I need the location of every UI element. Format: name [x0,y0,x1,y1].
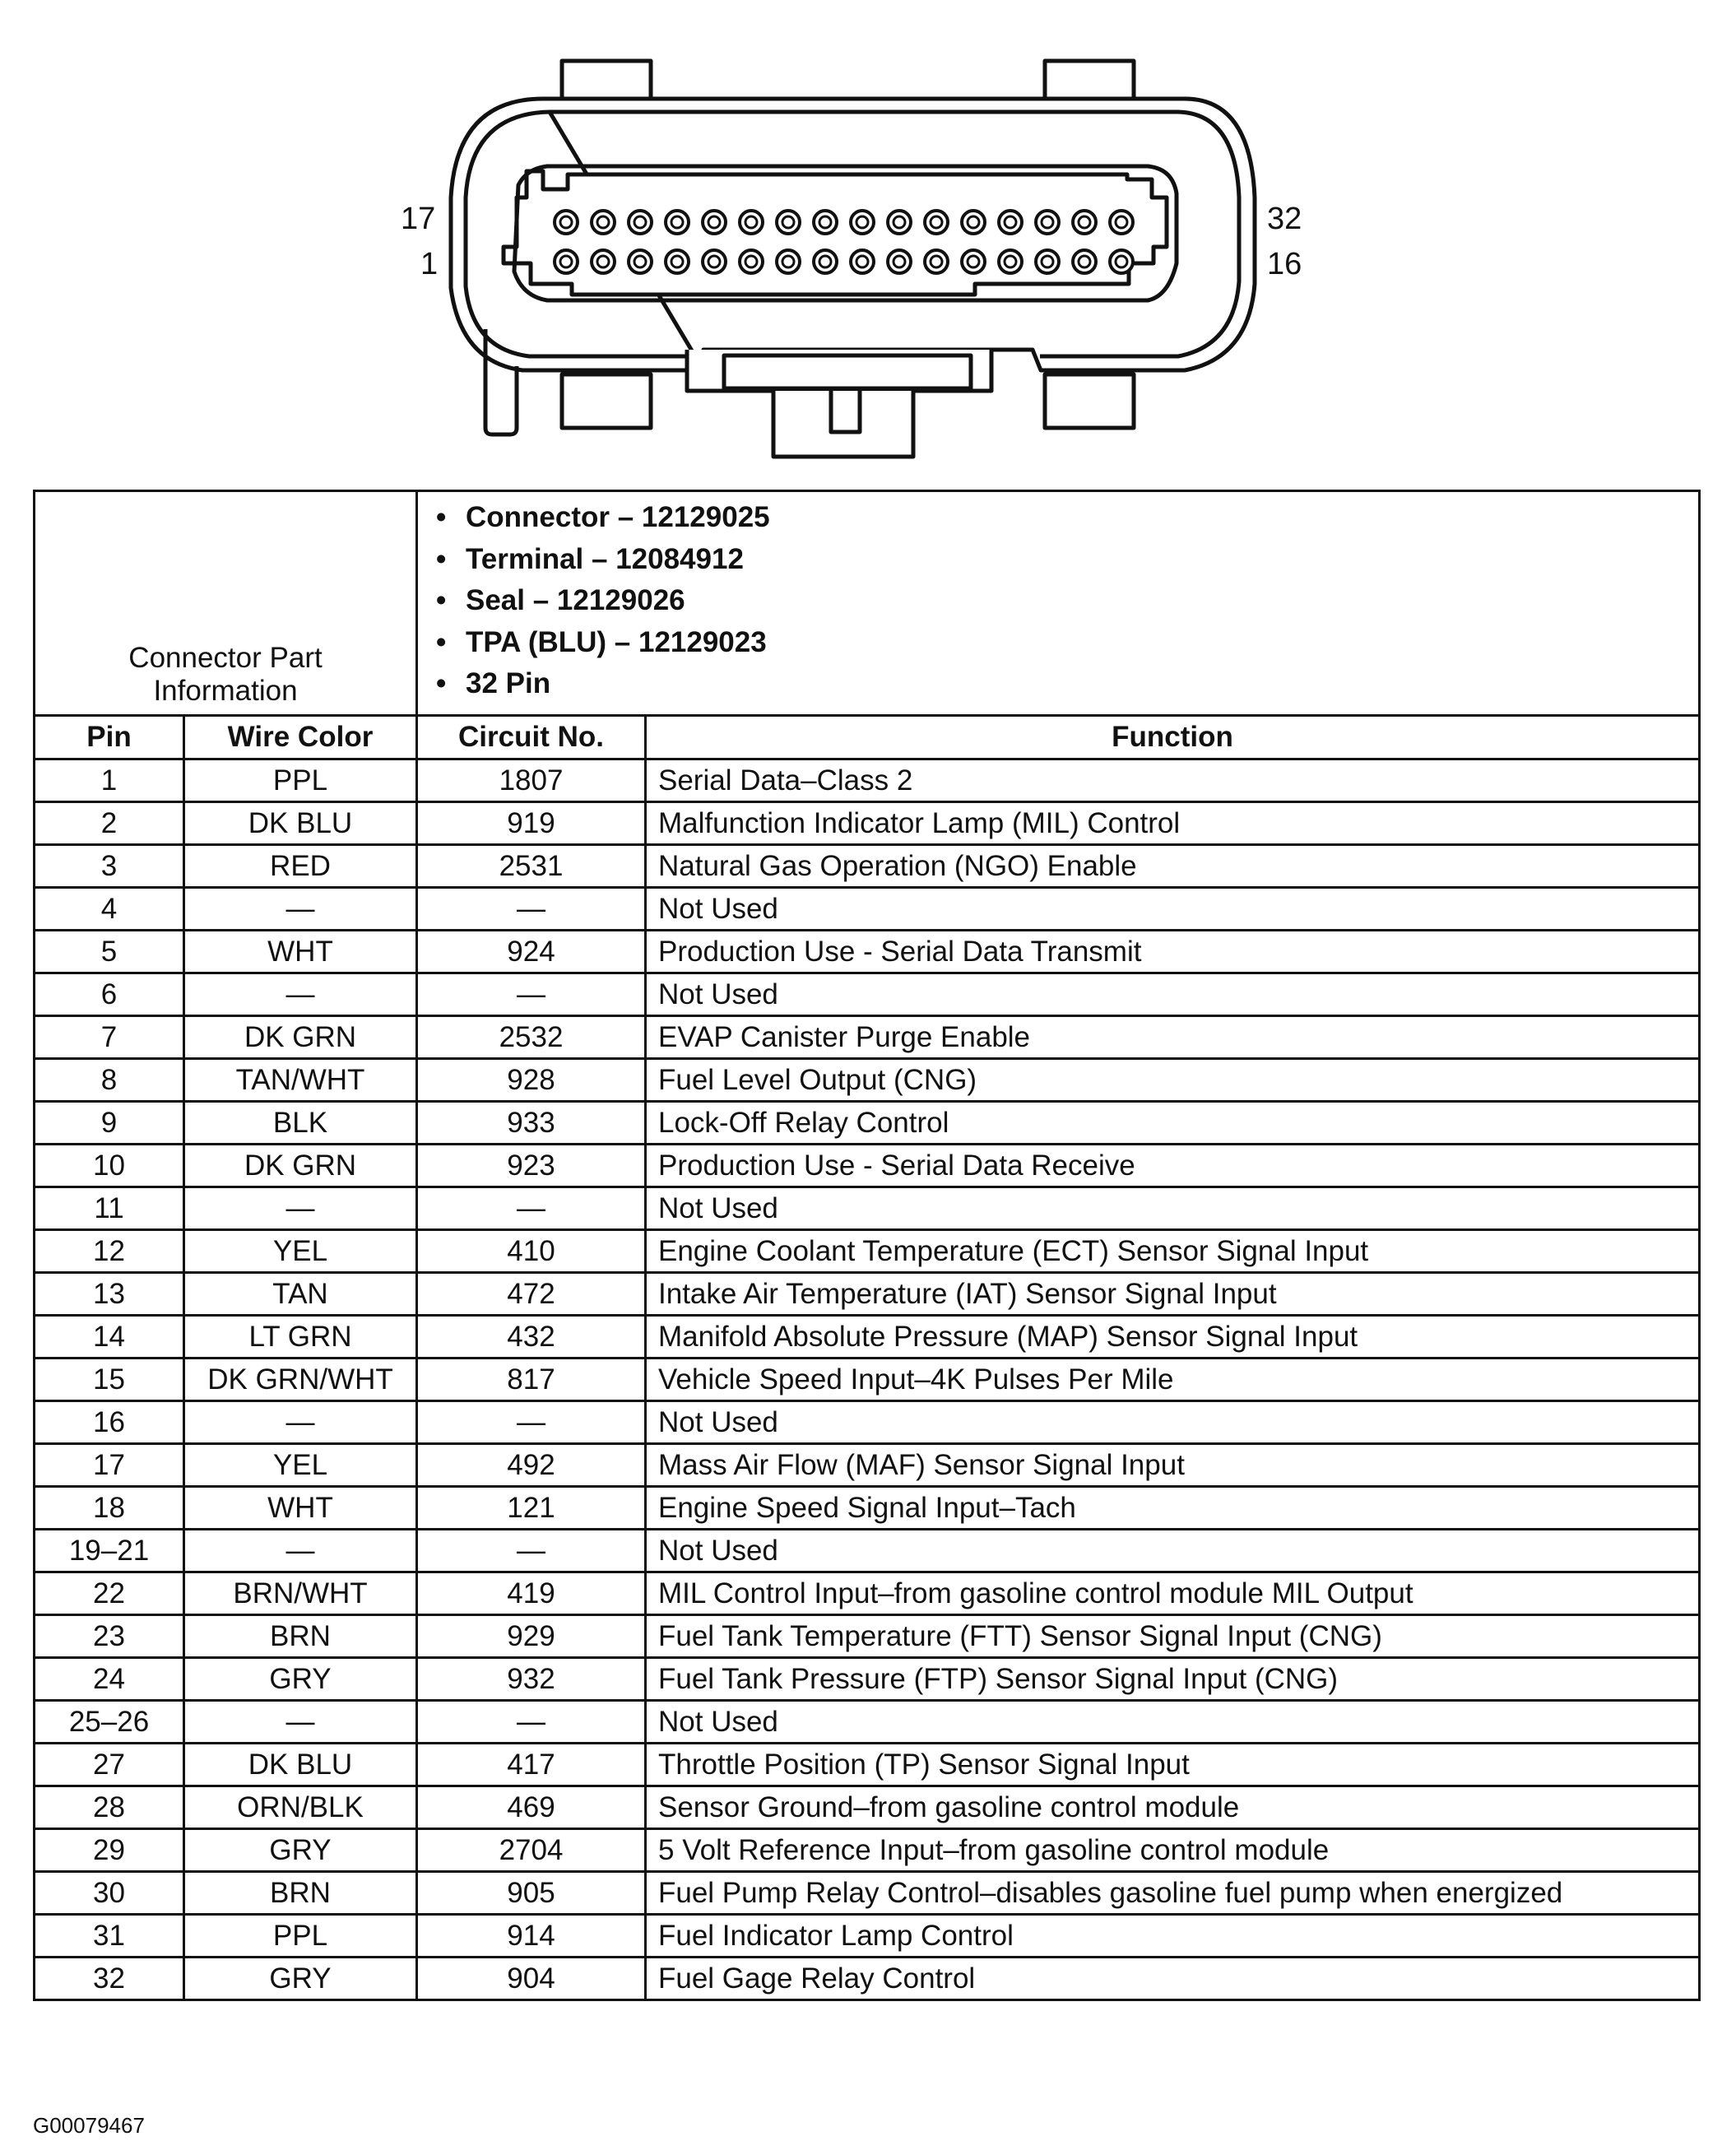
cell-pin: 14 [35,1316,184,1358]
cell-pin: 4 [35,888,184,931]
cell-pin: 16 [35,1401,184,1444]
cell-function: Not Used [646,1187,1700,1230]
cell-wire-color: DK BLU [184,1744,417,1786]
cell-circuit: 432 [417,1316,646,1358]
top-right-tab [1045,61,1134,100]
cell-wire-color: TAN [184,1273,417,1316]
table-row [35,1444,1700,1487]
pin-terminal-center [782,256,794,267]
cell-pin: 13 [35,1273,184,1316]
cell-circuit: 923 [417,1145,646,1187]
col-header-pin: Pin [35,716,184,759]
pin-terminal-center [968,216,979,228]
cell-wire-color: GRY [184,1958,417,2000]
cell-function: Lock-Off Relay Control [646,1102,1700,1145]
cell-circuit: 472 [417,1273,646,1316]
pin-terminal-center [708,256,720,267]
cell-circuit: 121 [417,1487,646,1530]
pin-terminal-center [634,256,646,267]
pin-terminal-center [708,216,720,228]
cell-pin: 5 [35,931,184,973]
pin-terminal-center [819,256,831,267]
cell-circuit: 933 [417,1102,646,1145]
cell-function: Fuel Level Output (CNG) [646,1059,1700,1102]
cell-circuit: 2704 [417,1829,646,1872]
cell-circuit: 928 [417,1059,646,1102]
pin-terminal-center [856,256,868,267]
cell-wire-color: YEL [184,1444,417,1487]
cell-function: 5 Volt Reference Input–from gasoline control module [646,1829,1700,1872]
cell-wire-color: DK GRN/WHT [184,1358,417,1401]
pin-terminal-center [560,216,572,228]
table-row [35,931,1700,973]
col-header-circuit: Circuit No. [417,716,646,759]
table-row [35,1358,1700,1401]
cell-pin: 25–26 [35,1701,184,1744]
table-row [35,1701,1700,1744]
table-row [35,1487,1700,1530]
pin-label-1: 1 [420,247,439,281]
cell-function: Natural Gas Operation (NGO) Enable [646,845,1700,888]
cell-wire-color: ORN/BLK [184,1786,417,1829]
cell-function: Engine Coolant Temperature (ECT) Sensor Signal Input [646,1230,1700,1273]
table-row [35,1530,1700,1572]
col-header-wire-color: Wire Color [184,716,417,759]
connector-part-info-text: Connector Part Information [128,642,323,707]
cell-pin: 31 [35,1915,184,1958]
pin-terminal-center [894,256,905,267]
connector-info-item: • TPA (BLU) – 12129023 [466,622,1687,664]
pin-terminal-center [1116,216,1127,228]
cell-circuit: 924 [417,931,646,973]
cell-pin: 27 [35,1744,184,1786]
connector-part-info-list [417,491,1700,716]
pin-terminal-center [1005,256,1016,267]
table-row [35,759,1700,802]
pin-label-32: 32 [1267,202,1302,236]
pin-terminal-center [745,256,757,267]
connector-info-row [35,491,1700,716]
pin-label-17: 17 [401,202,436,236]
cell-function: Not Used [646,973,1700,1016]
table-row [35,1872,1700,1915]
table-row [35,1915,1700,1958]
cell-pin: 18 [35,1487,184,1530]
cell-pin: 23 [35,1615,184,1658]
cell-circuit: 929 [417,1615,646,1658]
cell-wire-color: — [184,973,417,1016]
pin-terminal-center [1005,216,1016,228]
cell-wire-color: PPL [184,1915,417,1958]
pin-terminal-center [1116,256,1127,267]
cell-pin: 19–21 [35,1530,184,1572]
cell-function: Production Use - Serial Data Receive [646,1145,1700,1187]
table-row [35,1401,1700,1444]
cell-function: Sensor Ground–from gasoline control module [646,1786,1700,1829]
bottom-right-tab [1045,374,1134,428]
cell-wire-color: LT GRN [184,1316,417,1358]
cell-function: Intake Air Temperature (IAT) Sensor Signal Input [646,1273,1700,1316]
cell-function: Serial Data–Class 2 [646,759,1700,802]
cell-circuit: 904 [417,1958,646,2000]
col-header-function: Function [646,716,1700,759]
table-row [35,1016,1700,1059]
cell-pin: 7 [35,1016,184,1059]
table-row [35,1102,1700,1145]
cell-function: Fuel Indicator Lamp Control [646,1915,1700,1958]
cell-pin: 32 [35,1958,184,2000]
cell-function: Vehicle Speed Input–4K Pulses Per Mile [646,1358,1700,1401]
connector-info-item: • Connector – 12129025 [466,497,1687,539]
cell-function: Not Used [646,888,1700,931]
pin-terminal-center [597,256,609,267]
cell-wire-color: — [184,1187,417,1230]
cell-pin: 11 [35,1187,184,1230]
cell-function: EVAP Canister Purge Enable [646,1016,1700,1059]
cell-wire-color: PPL [184,759,417,802]
cell-pin: 10 [35,1145,184,1187]
connector-info-item: • Terminal – 12084912 [466,539,1687,581]
cell-circuit: — [417,973,646,1016]
cell-wire-color: — [184,1401,417,1444]
cell-circuit: — [417,1701,646,1744]
cell-circuit: — [417,1530,646,1572]
cell-wire-color: GRY [184,1658,417,1701]
cell-function: Fuel Tank Pressure (FTP) Sensor Signal Input (CNG) [646,1658,1700,1701]
cell-circuit: 2532 [417,1016,646,1059]
figure-id: G00079467 [33,2113,145,2138]
table-row [35,1615,1700,1658]
connector-info-item: • 32 Pin [466,663,1687,705]
cell-circuit: — [417,888,646,931]
cell-wire-color: GRY [184,1829,417,1872]
connector-diagram [0,0,1736,485]
cell-wire-color: BRN [184,1615,417,1658]
pinout-table [33,490,1701,2001]
table-row [35,1145,1700,1187]
table-row [35,1059,1700,1102]
cell-function: Fuel Gage Relay Control [646,1958,1700,2000]
pin-terminal-center [671,216,683,228]
top-left-tab [562,61,651,100]
cell-pin: 9 [35,1102,184,1145]
table-row [35,1958,1700,2000]
cell-pin: 15 [35,1358,184,1401]
cell-pin: 8 [35,1059,184,1102]
table-row [35,1658,1700,1701]
cell-pin: 30 [35,1872,184,1915]
cell-pin: 6 [35,973,184,1016]
table-row [35,973,1700,1016]
cell-circuit: — [417,1401,646,1444]
cell-circuit: 914 [417,1915,646,1958]
cell-function: Fuel Tank Temperature (FTT) Sensor Signal Input (CNG) [646,1615,1700,1658]
pin-terminal-center [1042,216,1053,228]
table-row [35,1572,1700,1615]
cell-function: Fuel Pump Relay Control–disables gasoline fuel pump when energized [646,1872,1700,1915]
cell-function: Production Use - Serial Data Transmit [646,931,1700,973]
pin-terminal-center [634,216,646,228]
table-row [35,1786,1700,1829]
pin-terminal-center [1079,216,1090,228]
cell-pin: 24 [35,1658,184,1701]
cell-wire-color: WHT [184,1487,417,1530]
cell-wire-color: — [184,888,417,931]
pin-terminal-center [931,256,942,267]
cell-pin: 12 [35,1230,184,1273]
cell-circuit: 492 [417,1444,646,1487]
bottom-left-tab [562,374,651,428]
cell-pin: 22 [35,1572,184,1615]
pin-terminal-center [1079,256,1090,267]
cell-wire-color: YEL [184,1230,417,1273]
cell-circuit: 1807 [417,759,646,802]
table-row [35,1187,1700,1230]
table-row [35,1829,1700,1872]
cell-wire-color: RED [184,845,417,888]
cell-wire-color: DK GRN [184,1145,417,1187]
pin-terminal-center [819,216,831,228]
cell-function: Mass Air Flow (MAF) Sensor Signal Input [646,1444,1700,1487]
cell-function: Engine Speed Signal Input–Tach [646,1487,1700,1530]
cell-function: Manifold Absolute Pressure (MAP) Sensor Signal Input [646,1316,1700,1358]
pin-terminal-center [856,216,868,228]
cell-function: Not Used [646,1401,1700,1444]
cell-circuit: 2531 [417,845,646,888]
cell-wire-color: BRN/WHT [184,1572,417,1615]
table-row [35,888,1700,931]
cell-circuit: 417 [417,1744,646,1786]
pin-terminal-center [931,216,942,228]
pin-terminal-center [968,256,979,267]
cell-wire-color: — [184,1701,417,1744]
cell-function: Not Used [646,1701,1700,1744]
cell-function: Malfunction Indicator Lamp (MIL) Control [646,802,1700,845]
table-row [35,802,1700,845]
cell-circuit: 905 [417,1872,646,1915]
cell-circuit: 817 [417,1358,646,1401]
table-row [35,1744,1700,1786]
cell-function: MIL Control Input–from gasoline control module MIL Output [646,1572,1700,1615]
cell-wire-color: TAN/WHT [184,1059,417,1102]
connector-info-item: • Seal – 12129026 [466,580,1687,622]
cell-circuit: 419 [417,1572,646,1615]
cell-circuit: 932 [417,1658,646,1701]
pin-terminal-center [1042,256,1053,267]
pin-terminal-center [560,256,572,267]
pin-terminal-center [782,216,794,228]
cell-wire-color: DK BLU [184,802,417,845]
table-row [35,1316,1700,1358]
cell-pin: 3 [35,845,184,888]
cell-wire-color: DK GRN [184,1016,417,1059]
cell-circuit: 919 [417,802,646,845]
pin-terminal-center [597,216,609,228]
pin-terminal-center [894,216,905,228]
cell-pin: 29 [35,1829,184,1872]
pin-terminal-center [671,256,683,267]
connector-part-info-label [35,491,417,716]
cell-pin: 1 [35,759,184,802]
table-row [35,1273,1700,1316]
pin-terminal-center [745,216,757,228]
table-row [35,845,1700,888]
cell-circuit: — [417,1187,646,1230]
cell-wire-color: BLK [184,1102,417,1145]
cell-pin: 17 [35,1444,184,1487]
cell-circuit: 410 [417,1230,646,1273]
cell-wire-color: WHT [184,931,417,973]
cell-circuit: 469 [417,1786,646,1829]
cell-pin: 2 [35,802,184,845]
cell-function: Throttle Position (TP) Sensor Signal Input [646,1744,1700,1786]
cell-wire-color: BRN [184,1872,417,1915]
cell-pin: 28 [35,1786,184,1829]
cell-function: Not Used [646,1530,1700,1572]
table-header-row [35,716,1700,759]
table-row [35,1230,1700,1273]
pin-label-16: 16 [1267,247,1302,281]
lower-lock-tab [773,391,913,457]
cell-wire-color: — [184,1530,417,1572]
